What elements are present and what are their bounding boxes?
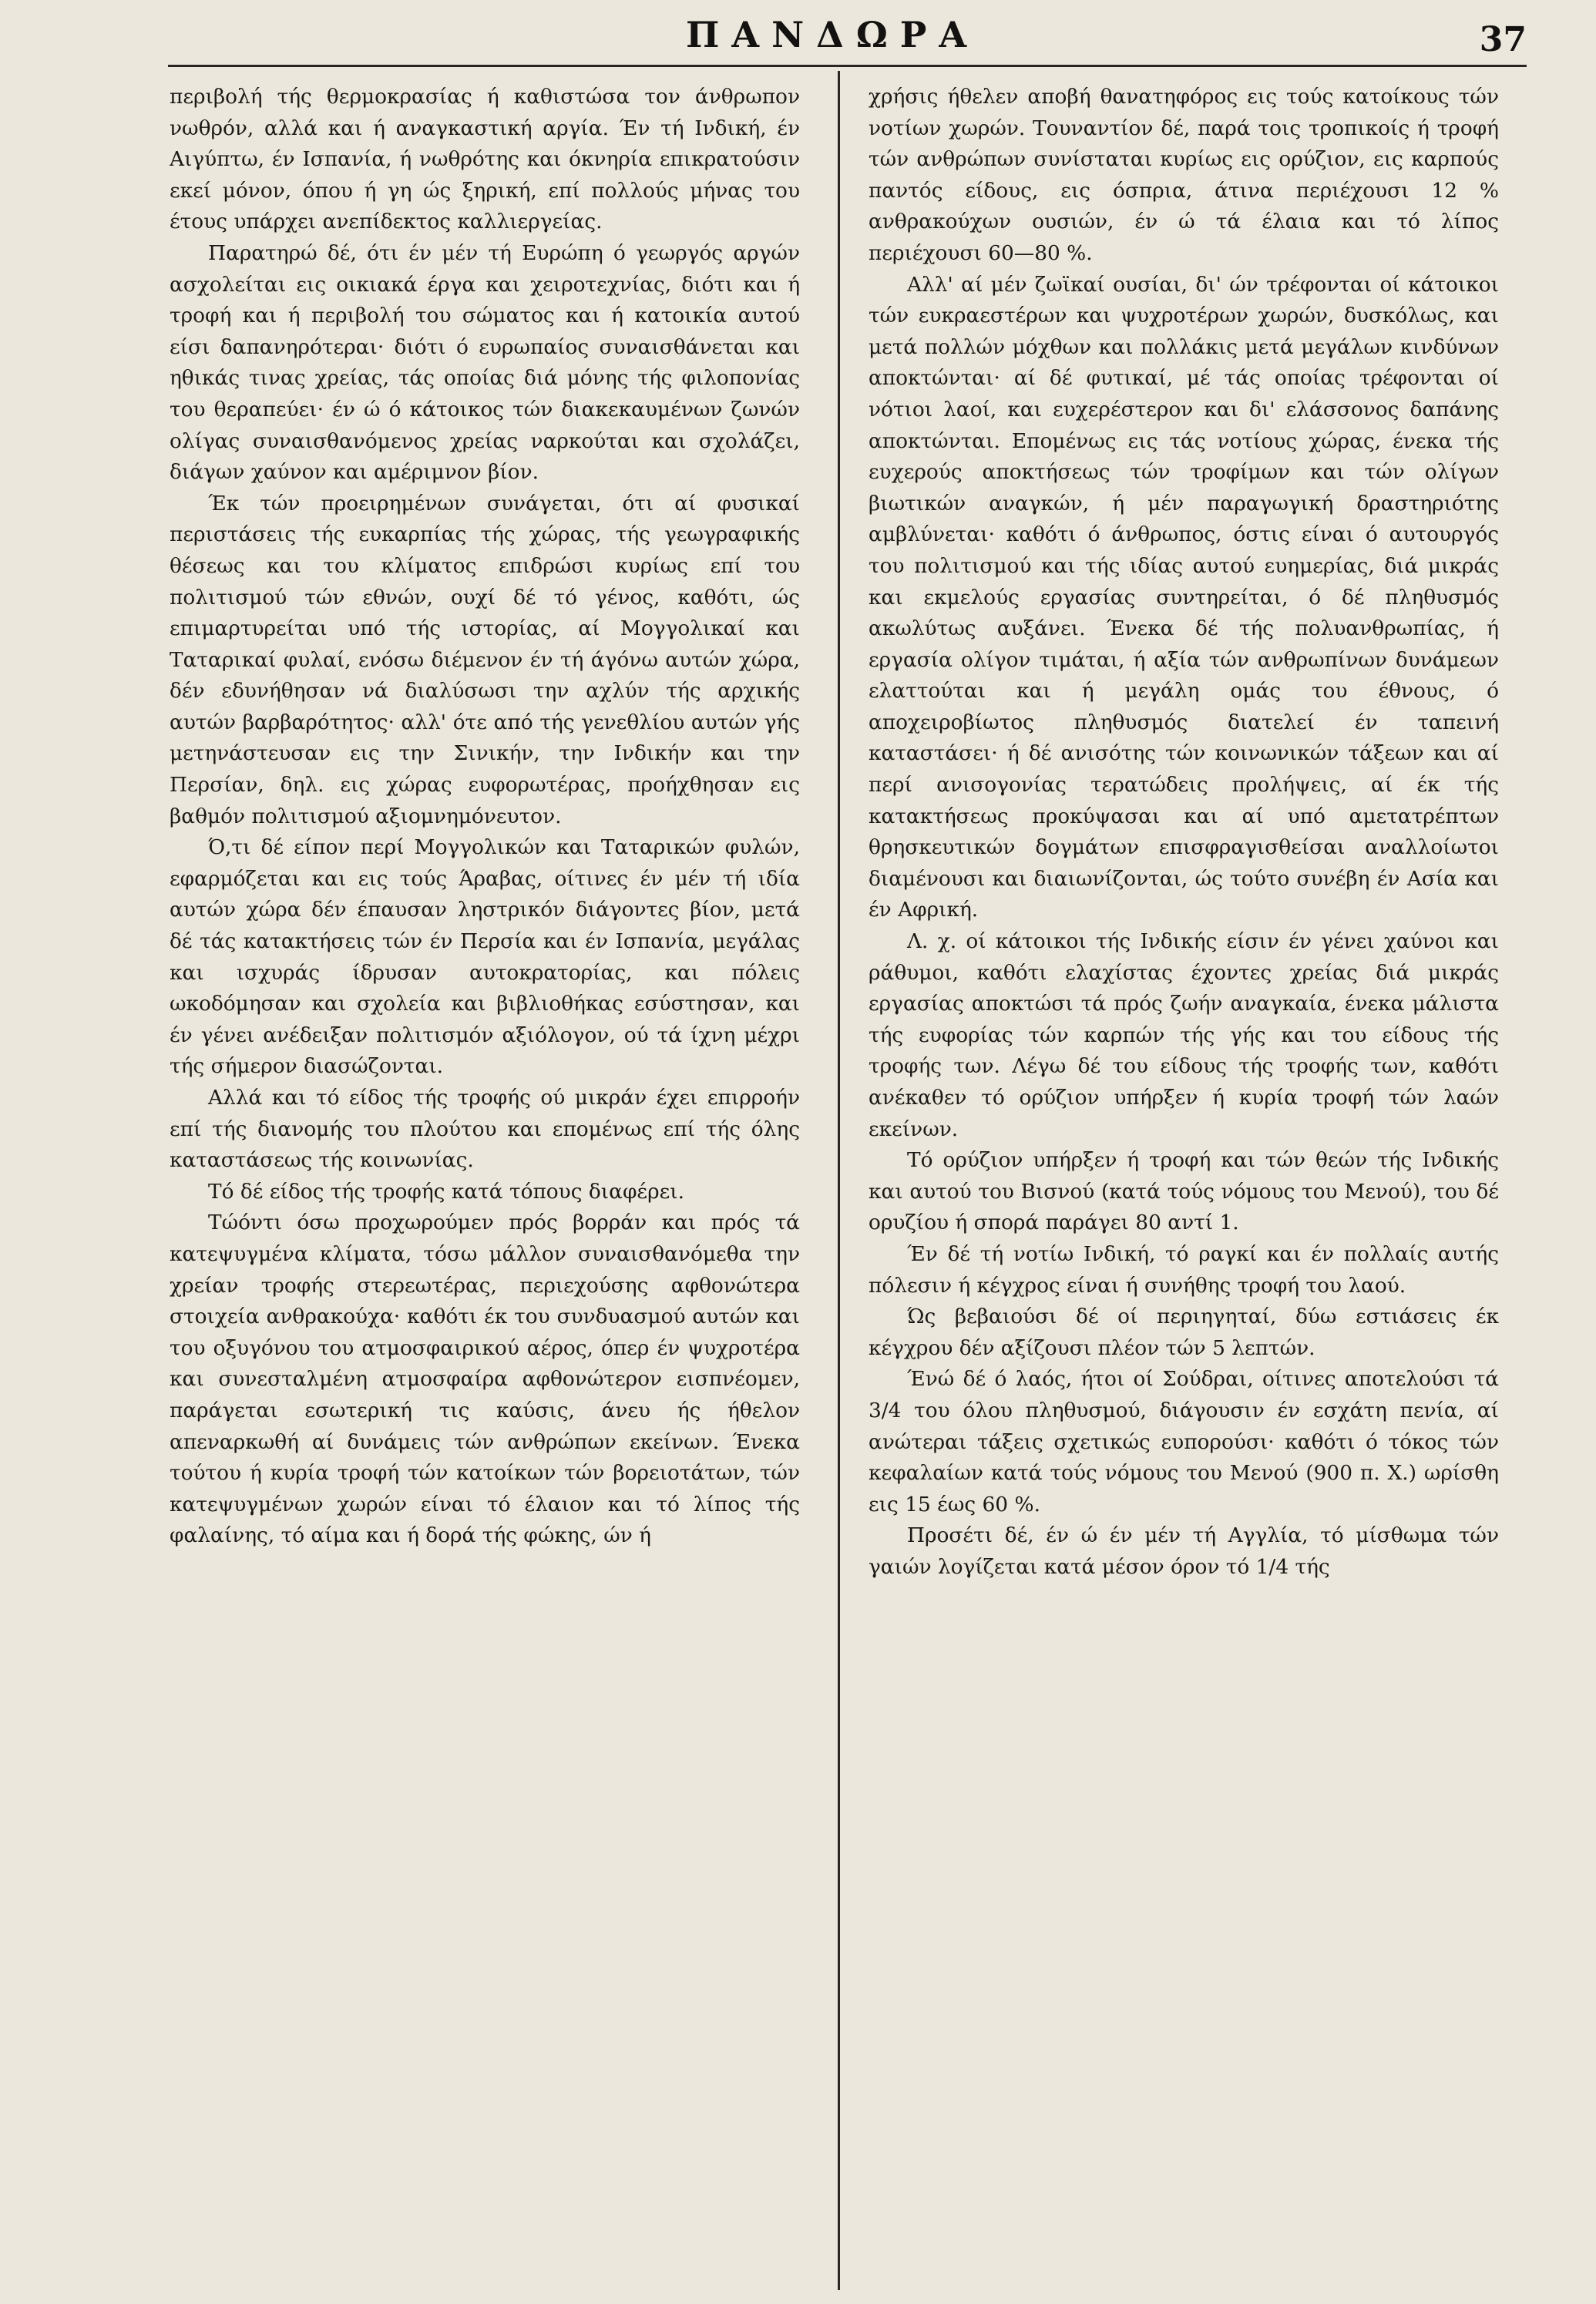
paragraph: Έν δέ τή νοτίω Ινδική, τό ραγκί και έν πολλαίς αυτής πόλεσιν ή κέγχρος είναι ή συνήθης τροφή του λαού. — [869, 1241, 1499, 1298]
paragraph: Τό δέ είδος τής τροφής κατά τόπους διαφέρει. — [208, 1179, 685, 1204]
running-head-title: ΠΑΝΔΩΡΑ — [685, 14, 979, 55]
page-number: 37 — [1479, 20, 1527, 59]
paragraph: Προσέτι δέ, έν ώ έν μέν τή Αγγλία, τό μίσθωμα τών γαιών λογίζεται κατά μέσον όρον τό 1/4 τής — [869, 1523, 1499, 1579]
paragraph: Ό,τι δέ είπον περί Μογγολικών και Ταταρικών φυλών, εφαρμόζεται και εις τούς Άραβας, οίτινες έν μέν τή ιδία αυτών χώρα δέν έπαυσαν ληστρικόν διάγοντες βίον, μετά δέ τάς κατακτήσεις τών έν Περσία και έν Ισπανία, μεγάλας και ισχυράς ίδρυσαν αυτοκρατορίας, και πόλεις ωκοδόμησαν και σχολεία και βιβλιοθήκας εσύστησαν, και έν γένει ανέδειξαν πολιτισμόν αξιόλογον, ού τά ίχνη μέχρι τής σήμερον διασώζονται. — [170, 835, 800, 1079]
paragraph: Λ. χ. οί κάτοικοι τής Ινδικής είσιν έν γένει χαύνοι και ράθυμοι, καθότι ελαχίστας έχοντες χρείας διά μικράς εργασίας αποκτώσι τά πρός ζωήν αναγκαία, ένεκα μάλιστα τής ευφορίας τών καρπών τής γής και του είδους τής τροφής των. Λέγω δέ του είδους τής τροφής των, καθότι ανέκαθεν τό ορύζιον υπήρξεν ή κυρία τροφή τών λαών εκείνων. — [869, 929, 1499, 1141]
paragraph: Παρατηρώ δέ, ότι έν μέν τή Ευρώπη ό γεωργός αργών ασχολείται εις οικιακά έργα και χειροτεχνίας, διότι και ή τροφή και ή περιβολή του σώματος και ή κατοικία αυτού είσι δαπανηρότεραι· διότι ό ευρωπαίος συναισθάνεται και ηθικάς τινας χρείας, τάς οποίας διά μόνης τής φιλοπονίας του θεραπεύει· έν ώ ό κάτοικος τών διακεκαυμένων ζωνών ολίγας συναισθανόμενος χρείας ναρκούται και σχολάζει, διάγων χαύνον και αμέριμνον βίον. — [170, 240, 800, 485]
paragraph: περιβολή τής θερμοκρασίας ή καθιστώσα τον άνθρωπον νωθρόν, αλλά και ή αναγκαστική αργία. Έν τή Ινδική, έν Αιγύπτω, έν Ισπανία, ή νωθρότης και όκνηρία επικρατούσιν εκεί μόνον, όπου ή γη ώς ξηρική, επί πολλούς μήνας του έτους υπάρχει ανεπίδεκτος καλλιεργείας. — [170, 85, 800, 234]
paragraph: Ένώ δέ ό λαός, ήτοι οί Σούδραι, οίτινες αποτελούσι τά 3/4 του όλου πληθυσμού, διάγουσιν έν εσχάτη πενία, αί ανώτεραι τάξεις σχετικώς ευπορούσι· καθότι ό τόκος τών κεφαλαίων κατά τούς νόμους του Μενού (900 π. Χ.) ωρίσθη εις 15 έως 60 %. — [869, 1367, 1499, 1516]
paragraph: Τό ορύζιον υπήρξεν ή τροφή και τών θεών τής Ινδικής και αυτού του Βισνού (κατά τούς νόμους του Μενού), του δέ ορυζίου ή σπορά παράγει 80 αντί 1. — [869, 1148, 1499, 1235]
paragraph: Τώόντι όσω προχωρούμεν πρός βορράν και πρός τά κατεψυγμένα κλίματα, τόσω μάλλον συναισθανόμεθα την χρείαν τροφής στερεωτέρας, περιεχούσης αφθονώτερα στοιχεία ανθρακούχα· καθότι έκ του συνδυασμού αυτών και του οξυγόνου του ατμοσφαιρικού αέρος, όπερ έν ψυχροτέρα και συνεσταλμένη ατμοσφαίρα αφθονώτερον εισπνέομεν, παράγεται εσωτερική τις καύσις, άνευ ής ήθελον απεναρκωθή αί δυνάμεις τών ανθρώπων εκείνων. Ένεκα τούτου ή κυρία τροφή τών κατοίκων τών βορειοτάτων, τών κατεψυγμένων χωρών είναι τό έλαιον και τό λίπος τής φαλαίνης, τό αίμα και ή δορά τής φώκης, ών ή — [170, 1211, 800, 1548]
paragraph: χρήσις ήθελεν αποβή θανατηφόρος εις τούς κατοίκους τών νοτίων χωρών. Τουναντίον δέ, παρά τοις τροπικοίς ή τροφή τών ανθρώπων συνίσταται κυρίως εις ορύζιον, εις καρπούς παντός είδους, εις όσπρια, άτινα περιέχουσι 12 % ανθρακούχων ουσιών, έν ώ τά έλαια και τό λίπος περιέχουσι 60—80 %. — [869, 85, 1499, 265]
right-column — [869, 82, 1499, 2286]
left-column — [170, 82, 800, 2286]
header-rule — [168, 65, 1527, 67]
column-divider — [838, 71, 840, 2290]
paragraph: Ώς βεβαιούσι δέ οί περιηγηταί, δύω εστιάσεις έκ κέγχρου δέν αξίζουσι πλέον τών 5 λεπτών. — [869, 1305, 1499, 1360]
paragraph: Αλλ' αί μέν ζωϊκαί ουσίαι, δι' ών τρέφονται οί κάτοικοι τών ευκραεστέρων και ψυχροτέρων χωρών, δυσκόλως, και μετά πολλών μόχθων και πολλάκις μετά μεγάλων κινδύνων αποκτώνται· αί δέ φυτικαί, μέ τάς οποίας τρέφονται οί νότιοι λαοί, και ευχερέστερον και δι' ελάσσονος δαπάνης αποκτώνται. Επομένως εις τάς νοτίους χώρας, ένεκα τής ευχερούς αποκτήσεως τών τροφίμων και τών ολίγων βιωτικών αναγκών, ή μέν παραγωγική δραστηριότης αμβλύνεται· καθότι ό άνθρωπος, όστις είναι ό αυτουργός του πολιτισμού και τής ιδίας αυτού ευημερίας, διά μικράς και εκμελούς εργασίας συντηρείται, ό δέ πληθυσμός ακωλύτως αυξάνει. Ένεκα δέ τής πολυανθρωπίας, ή εργασία ολίγον τιμάται, ή αξία τών ανθρωπίνων δυνάμεων ελαττούται και ή μεγάλη ομάς του έθνους, ό αποχειροβίωτος πληθυσμός διατελεί έν ταπεινή καταστάσει· ή δέ ανισότης τών κοινωνικών τάξεων και αί περί ανισογονίας τερατώδεις προλήψεις, αί έκ τής κατακτήσεως προκύψασαι και αί υπό αμετατρέπτων θρησκευτικών δογμάτων επισφραγισθείσαι αναλλοίωτοι διαμένουσι και διαιωνίζονται, ώς τούτο συνέβη έν Ασία και έν Αφρική. — [869, 272, 1499, 922]
paragraph: Έκ τών προειρημένων συνάγεται, ότι αί φυσικαί περιστάσεις τής ευκαρπίας τής χώρας, τής γεωγραφικής θέσεως και του κλίματος επιδρώσι κυρίως επί του πολιτισμού τών εθνών, ουχί δέ τό γένος, καθότι, ώς επιμαρτυρείται υπό τής ιστορίας, αί Μογγολικαί και Ταταρικαί φυλαί, ενόσω διέμενον έν τή άγόνω αυτών χώρα, δέν εδυνήθησαν νά διαλύσωσι την αχλύν τής αρχικής αυτών βαρβαρότητος· αλλ' ότε από τής γενεθλίου αυτών γής μετηνάστευσαν εις την Σινικήν, την Ινδικήν και την Περσίαν, δηλ. εις χώρας ευφορωτέρας, προήχθησαν εις βαθμόν πολιτισμού αξιομνημόνευτον. — [170, 491, 800, 828]
paragraph: Αλλά και τό είδος τής τροφής ού μικράν έχει επιρροήν επί τής διανομής του πλούτου και επομένως επί τής όλης καταστάσεως τής κοινωνίας. — [170, 1086, 800, 1173]
